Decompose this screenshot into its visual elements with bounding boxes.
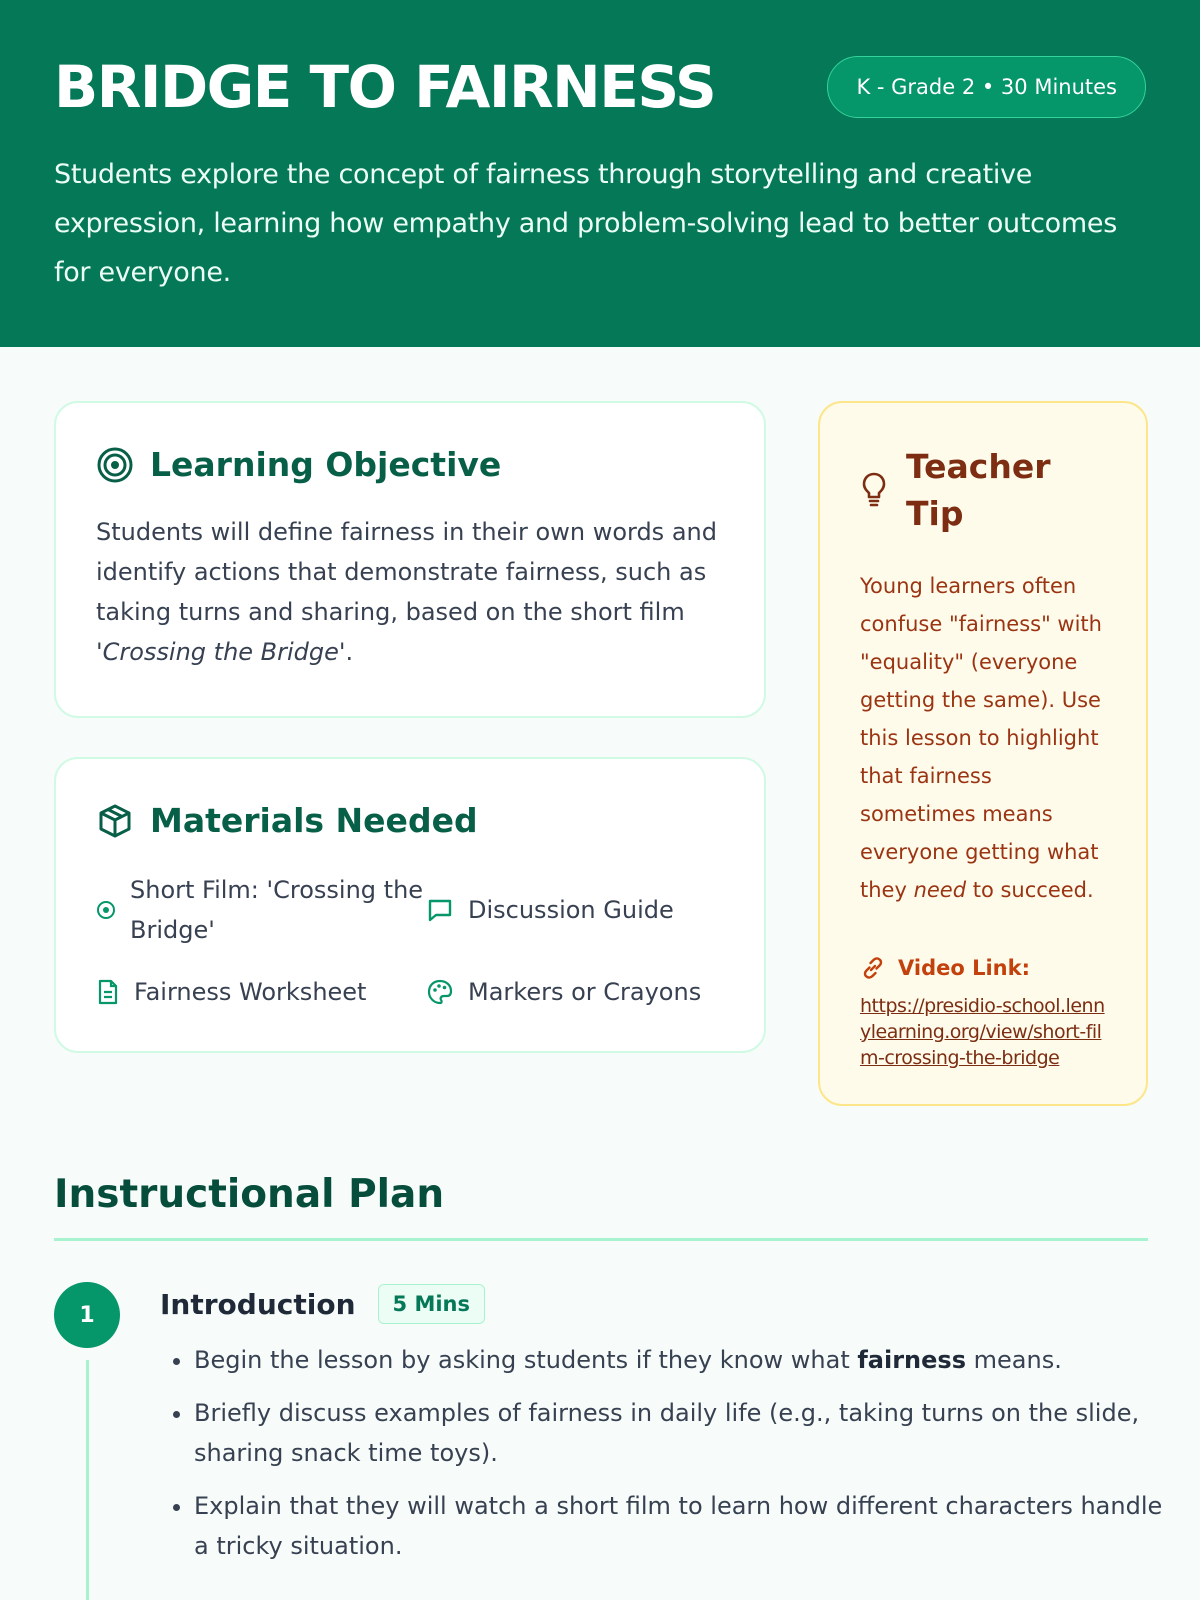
palette-icon	[426, 978, 454, 1006]
material-item-film	[96, 870, 426, 950]
tip-text-part-2: to succeed.	[966, 878, 1094, 902]
learning-objective-title: Learning Objective	[150, 445, 502, 484]
bullet-text-end: means.	[966, 1346, 1062, 1374]
step-name: Introduction	[160, 1287, 356, 1321]
step-bullet-list	[160, 1340, 1184, 1579]
learning-objective-heading	[96, 445, 724, 484]
play-circle-icon	[96, 900, 116, 920]
learning-objective-text	[96, 512, 724, 672]
document-icon	[96, 978, 120, 1006]
objective-text-body: Students will define fairness in their own words and identify actions that demonstrate fairness, such as taking turns and sharing, based on the short film	[96, 518, 717, 626]
material-item-markers	[426, 972, 726, 1012]
target-icon	[96, 446, 134, 484]
lesson-title: BRIDGE TO FAIRNESS	[54, 53, 716, 121]
bullet-bold-term: fairness	[857, 1346, 966, 1374]
tip-text-part-1: Young learners often confuse "fairness" with "equality" (everyone getting the same). Use this lesson to highlight that fairness sometimes means everyone getting what they	[860, 574, 1102, 902]
material-label: Fairness Worksheet	[134, 978, 367, 1006]
step-number-badge: 1	[54, 1282, 120, 1348]
step-bullet: • Explain that they will watch a short film to learn how different characters handle a tricky situation.	[194, 1486, 1184, 1566]
teacher-tip-text	[860, 567, 1106, 909]
chat-icon	[426, 896, 454, 924]
lightbulb-icon	[860, 470, 888, 510]
teacher-tip-heading	[860, 443, 1106, 537]
material-label: Discussion Guide	[468, 896, 674, 924]
materials-title: Materials Needed	[150, 801, 478, 840]
instructional-plan-title: Instructional Plan	[54, 1172, 445, 1217]
tip-text-emphasis: need	[913, 878, 967, 902]
step-bullet: • Briefly discuss examples of fairness in daily life (e.g., taking turns on the slide, sharing snack time toys).	[194, 1393, 1184, 1473]
timeline-line	[86, 1360, 89, 1600]
bullet-text: Begin the lesson by asking students if they know what	[194, 1346, 858, 1374]
step-header	[160, 1284, 485, 1324]
video-link-label-text: Video Link:	[898, 956, 1030, 980]
video-link[interactable]: https://presidio-school.lennylearning.org/view/short-film-crossing-the-bridge	[860, 995, 1105, 1069]
grade-duration-badge: K - Grade 2 • 30 Minutes	[827, 56, 1146, 118]
video-link-label	[860, 955, 1106, 981]
materials-list	[96, 870, 724, 1012]
lesson-header	[0, 0, 1200, 347]
teacher-tip-title: Teacher Tip	[906, 447, 1051, 533]
step-duration-badge: 5 Mins	[378, 1284, 485, 1324]
objective-text-end: .	[345, 638, 354, 666]
materials-heading	[96, 801, 724, 840]
lesson-summary: Students explore the concept of fairness through storytelling and creative expression, learning how empathy and problem-solving lead to better outcomes for everyone.	[54, 159, 1117, 288]
material-label: Markers or Crayons	[468, 978, 702, 1006]
material-item-discussion-guide	[426, 870, 726, 950]
step-bullet	[194, 1340, 1184, 1380]
material-label: Short Film: 'Crossing the Bridge'	[130, 876, 424, 944]
material-item-worksheet	[96, 972, 426, 1012]
film-title: 'Crossing the Bridge'	[96, 638, 346, 666]
link-icon	[860, 955, 886, 981]
learning-objective-card	[54, 401, 766, 718]
teacher-tip-card	[818, 401, 1148, 1106]
box-icon	[96, 802, 134, 840]
section-divider	[54, 1238, 1148, 1241]
materials-card	[54, 757, 766, 1053]
